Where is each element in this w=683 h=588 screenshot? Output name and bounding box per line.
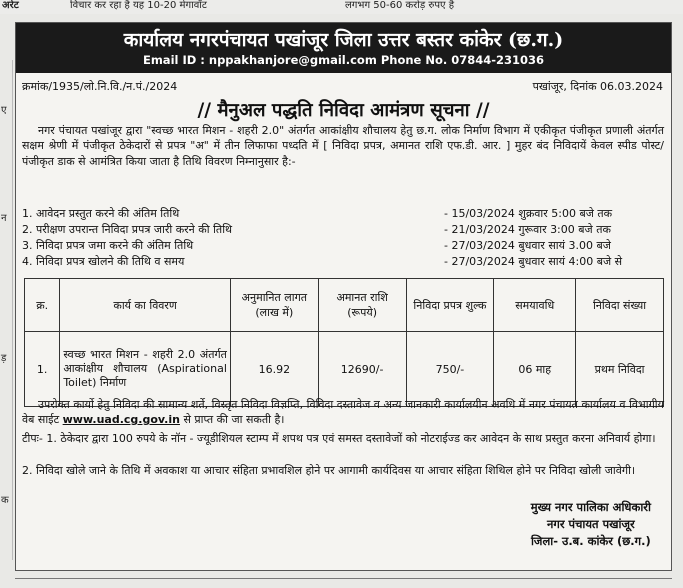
column-header: क्र.: [25, 279, 60, 332]
signatory-office: नगर पंचायत पखांजूर: [546, 517, 635, 531]
schedule-label: 4. निविदा प्रपत्र खोलने की तिथि व समय: [22, 255, 185, 268]
signatory-title: मुख्य नगर पालिका अधिकारी: [530, 500, 651, 514]
table-header-row: [25, 279, 664, 332]
schedule-item: [22, 222, 664, 237]
intro-paragraph: नगर पंचायत पखांजूर द्वारा "स्वच्छ भारत मिशन - शहरी 2.0" अंतर्गत आकांक्षीय शौचालय हेतु छ.ग. लोक निर्माण विभाग में एकीकृत पंजीकृत प्रणाली अंतर्गत सक्षम श्रेणी में पंजीकृत ठेकेदारों से प्रपत्र "अ" में तीन लिफाफा पध्दति में [ निविदा प्रपत्र, अमानत राशि एफ.डी. आर. ] मुहर बंद निविदायें केवल स्पीड पोस्ट/पंजीकृत डाक से आमंत्रित किया जाता है तिथि विवरण निम्नानुसार है:-: [22, 124, 664, 168]
footer-text-end: से प्राप्त की जा सकती है।: [183, 413, 285, 427]
table-cell: 06 माह: [494, 332, 576, 407]
column-header: अमानत राशि (रूपये): [318, 279, 406, 332]
column-header: निविदा संख्या: [576, 279, 664, 332]
column-header: निविदा प्रपत्र शुल्क: [406, 279, 494, 332]
column-header: कार्य का विवरण: [60, 279, 231, 332]
schedule-item: [22, 238, 664, 253]
top-strip-fragment: अरेट: [2, 0, 19, 11]
table-cell: 1.: [25, 332, 60, 407]
schedule-label: 1. आवेदन प्रस्तुत करने की अंतिम तिथि: [22, 207, 180, 220]
website-link: www.uad.cg.gov.in: [62, 413, 180, 427]
reference-number: क्रमांक/1935/लो.नि.वि./न.पं./2024: [22, 80, 178, 93]
table-cell: 750/-: [406, 332, 494, 407]
top-strip-text-2: लगभग 50-60 करोड़ रुपए है: [345, 0, 455, 11]
footer-note-1: टीपः- 1. ठेकेदार द्वारा 100 रुपये के नॉन - ज्यूडीशियल स्टाम्प में शपथ पत्र एवं समस्त दस्तावेजों को नोटराईज्ड कर आवेदन के साथ प्रस्तुत करना अनिवार्य होगा।: [22, 432, 656, 445]
notice-date: पखांजूर, दिनांक 06.03.2024: [532, 80, 663, 93]
schedule-value: - 27/03/2024 बुधवार सायं 4:00 बजे से: [444, 255, 623, 268]
left-fragment: ए: [1, 105, 7, 116]
schedule-item: [22, 254, 664, 269]
table-cell: स्वच्छ भारत मिशन - शहरी 2.0 अंतर्गत आकांक्षीय शौचालय (Aspirational Toilet) निर्माण: [60, 332, 231, 407]
table-cell: 12690/-: [318, 332, 406, 407]
schedule-label: 3. निविदा प्रपत्र जमा करने की अंतिम तिथि: [22, 239, 194, 252]
top-strip: [0, 0, 683, 14]
footer-text: उपरोक्त कार्यो हेतु निविदा की सामान्य शर्ते, विस्तृत निविदा विज्ञप्ति, विविदा दस्तावेज व अन्य जानकारी कार्यालयीन अवधि में नगर पंचायत कार्यालय व विभागीय वेब साईट: [22, 398, 664, 427]
schedule-value: - 15/03/2024 शुक्रवार 5:00 बजे तक: [444, 207, 613, 220]
table-cell: 16.92: [230, 332, 318, 407]
left-fragment: क: [1, 495, 9, 506]
notice-title: // मैनुअल पद्धति निविदा आमंत्रण सूचना //: [197, 100, 490, 121]
column-header: समयावधि: [494, 279, 576, 332]
signature-block: [531, 499, 651, 550]
left-fragment: न: [1, 213, 7, 224]
office-banner: [16, 23, 671, 73]
contact-line: Email ID : nppakhanjore@gmail.com Phone No. 07844-231036: [142, 53, 545, 67]
schedule-item: [22, 206, 664, 221]
column-header: अनुमानित लागत (लाख में): [230, 279, 318, 332]
tender-table: [24, 278, 664, 407]
left-fragment: ड़: [1, 353, 7, 364]
schedule-value: - 21/03/2024 गुरूवार 3:00 बजे तक: [444, 223, 611, 236]
reference-line: [22, 79, 663, 93]
signatory-district: जिला- उ.ब. कांकेर (छ.ग.): [530, 534, 651, 548]
table-cell: प्रथम निविदा: [576, 332, 664, 407]
tender-notice: [15, 22, 672, 571]
top-strip-text: विचार कर रहा है यह 10-20 मेगावॉट: [70, 0, 207, 11]
schedule-value: - 27/03/2024 बुधवार सायं 3.00 बजे: [444, 239, 611, 252]
table-row: [25, 332, 664, 407]
left-column-edge: [0, 60, 13, 560]
footer-paragraph: [22, 397, 664, 428]
schedule-label: 2. परीक्षण उपरान्त निविदा प्रपत्र जारी करने की तिथि: [22, 223, 233, 236]
office-name: कार्यालय नगरपंचायत पखांजूर जिला उत्तर बस्तर कांकेर (छ.ग.): [123, 29, 564, 51]
footer-note-2: 2. निविदा खोले जाने के तिथि में अवकाश या आचार संहिता प्रभावशिल होने पर आगामी कार्यदिवस या आचार संहिता शिथिल होने पर निविदा खोली जावेगी।: [22, 464, 636, 477]
